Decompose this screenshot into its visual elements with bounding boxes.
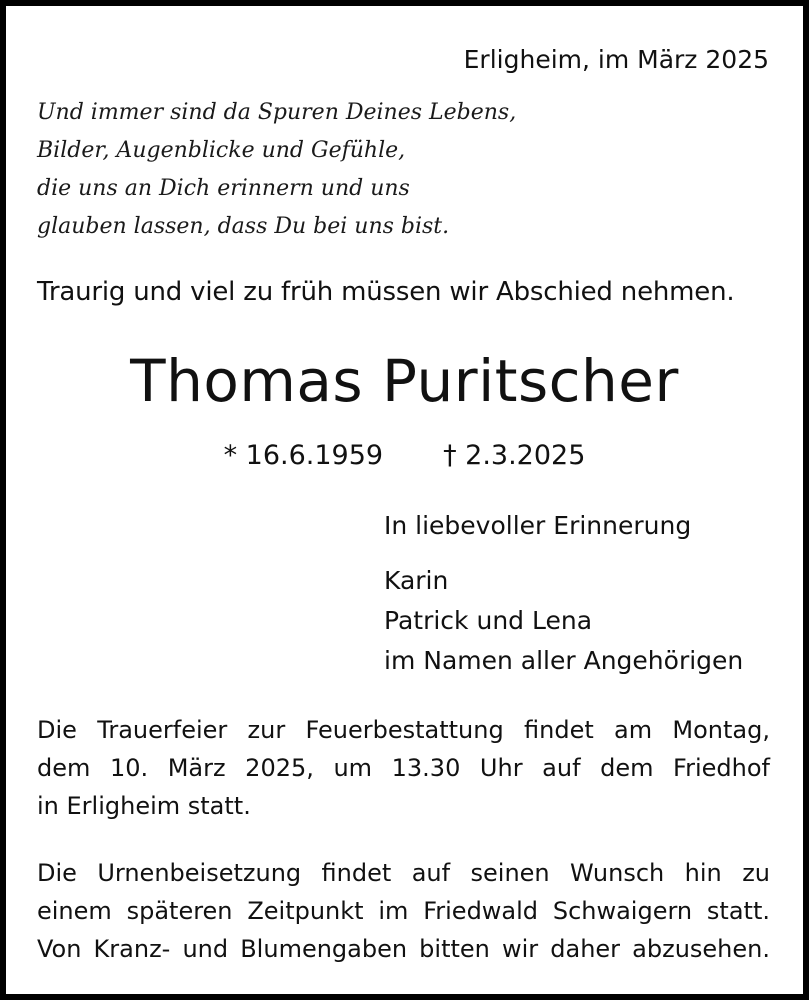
intro-text: Traurig und viel zu früh müssen wir Abschied nehmen. — [37, 277, 735, 307]
poem — [37, 94, 516, 246]
poem-line: glauben lassen, dass Du bei uns bist. — [37, 214, 450, 239]
death-date: † 2.3.2025 — [443, 440, 586, 471]
urn-notice-line: Von Kranz- und Blumengaben bitten wir daher abzusehen. — [37, 935, 770, 963]
funeral-notice-line: Die Trauerfeier zur Feuerbestattung findet am Montag, — [37, 716, 770, 744]
poem-line: die uns an Dich erinnern und uns — [37, 176, 410, 201]
urn-notice-line: Die Urnenbeisetzung findet auf seinen Wunsch hin zu — [37, 859, 770, 887]
mourner: Patrick und Lena — [384, 606, 593, 635]
mourner: Karin — [384, 566, 449, 595]
deceased-name: Thomas Puritscher — [130, 347, 679, 415]
funeral-notice — [37, 711, 770, 825]
birth-date: * 16.6.1959 — [223, 440, 384, 471]
mourners-list — [384, 561, 743, 681]
urn-notice — [37, 854, 770, 968]
memorial-line: In liebevoller Erinnerung — [384, 511, 692, 540]
funeral-notice-line: in Erligheim statt. — [37, 792, 251, 820]
life-dates — [6, 436, 803, 476]
poem-line: Bilder, Augenblicke und Gefühle, — [37, 138, 406, 163]
dateline: Erligheim, im März 2025 — [463, 45, 769, 74]
urn-notice-line: einem späteren Zeitpunkt im Friedwald Schwaigern statt. — [37, 897, 770, 925]
poem-line: Und immer sind da Spuren Deines Lebens, — [37, 100, 517, 125]
mourner: im Namen aller Angehörigen — [384, 646, 744, 675]
funeral-notice-line: dem 10. März 2025, um 13.30 Uhr auf dem Friedhof — [37, 754, 770, 782]
